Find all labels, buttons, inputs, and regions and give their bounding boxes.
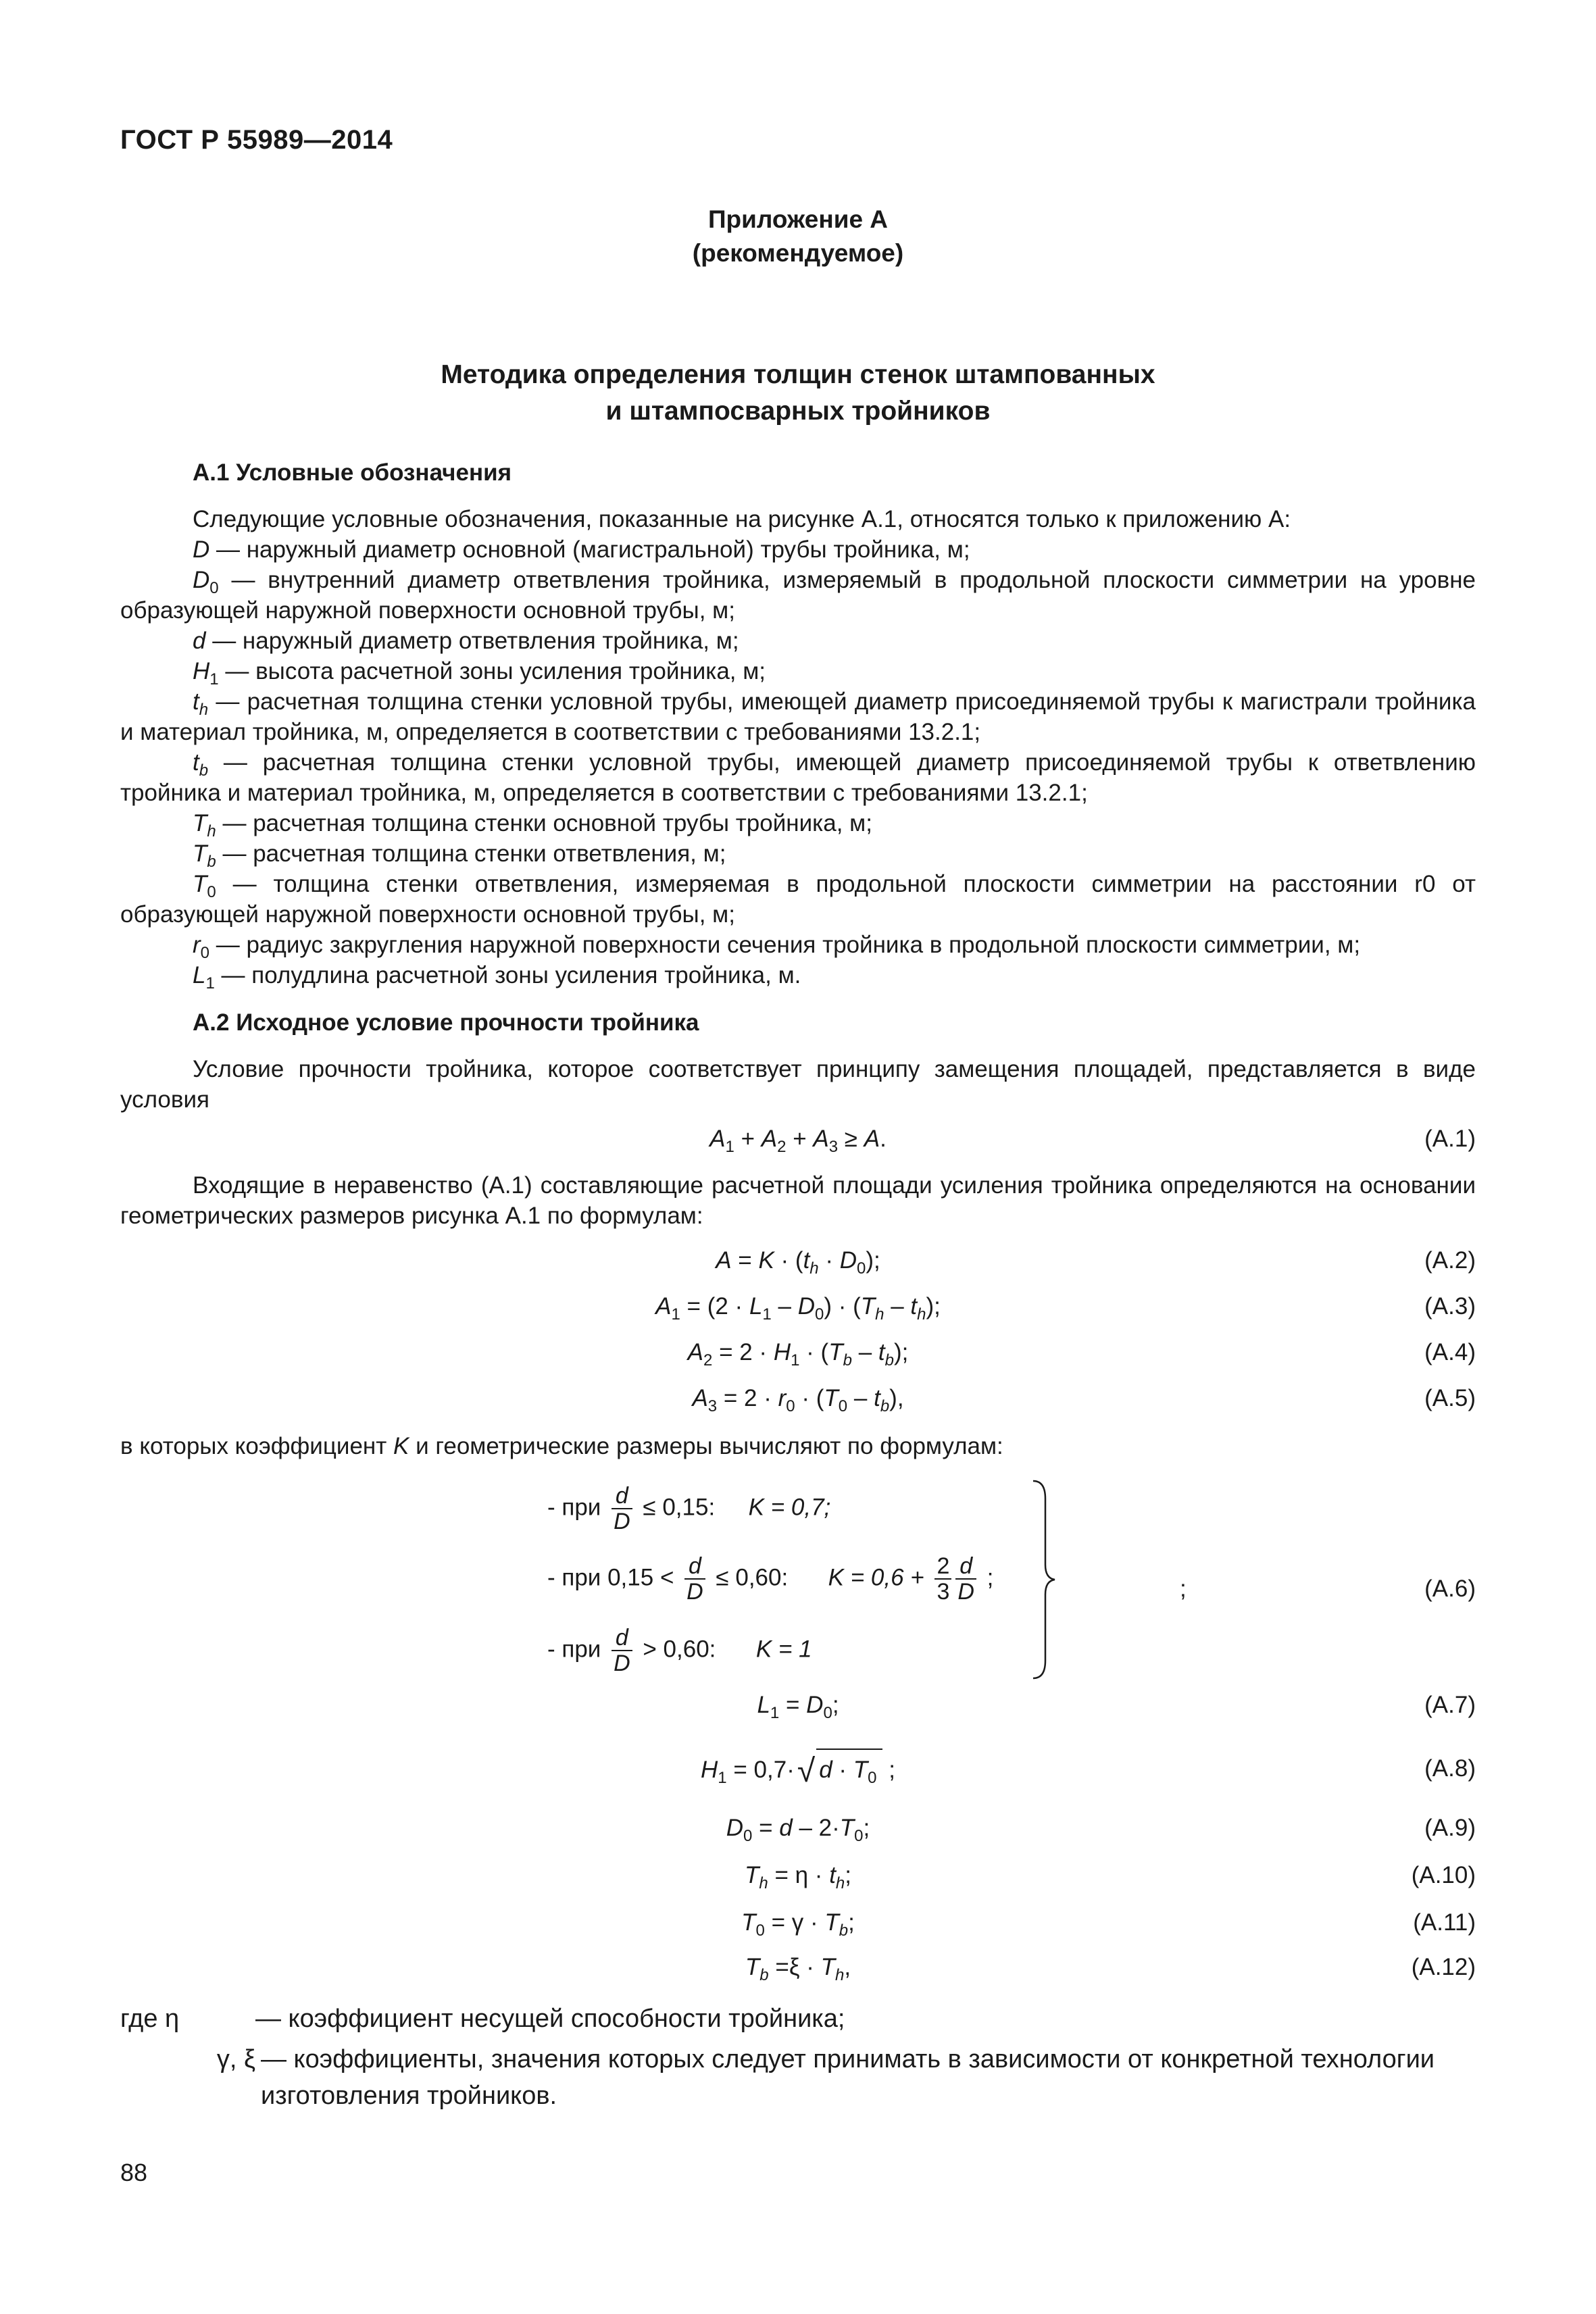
section-heading-a1: А.1 Условные обозначения [193, 459, 512, 486]
equation-number: (А.2) [1424, 1247, 1476, 1274]
definitions-block [120, 504, 1476, 990]
equation-number: (А.11) [1413, 1909, 1476, 1936]
definition-item: $L_1$ — полудлина расчетной зоны усиления тройника, м. [193, 962, 801, 992]
definition-item: $D_0$ — внутренний диаметр ответвления тройника, измеряемый в продольной плоскости симметрии на уровне образующей наружной поверхности основной трубы, м; [120, 567, 1476, 624]
equation-a7: $L_1 = D_0$; (А.7) [120, 1685, 1476, 1726]
equation-a5: $A_3 = 2 \cdot r_0 \cdot (T_0 - t_b)$, (А.5) [120, 1378, 1476, 1419]
where-eta: где η — коэффициент несущей способности тройника; [120, 2005, 845, 2033]
equation-number: (А.10) [1411, 1862, 1476, 1888]
equation-number: (А.9) [1424, 1815, 1476, 1841]
document-code: ГОСТ Р 55989—2014 [120, 125, 393, 155]
annex-title [120, 203, 1476, 270]
equation-number: (А.12) [1411, 1954, 1476, 1980]
strength-condition-paragraph: Условие прочности тройника, которое соответствует принципу замещения площадей, представляется в виде условия [120, 1056, 1476, 1113]
page-number: 88 [120, 2159, 148, 2186]
equation-a12: $T_b =\xi \cdot T_h$, (А.12) [120, 1947, 1476, 1988]
definition-item: d — наружный диаметр ответвления тройника, м; [193, 628, 739, 654]
where-gamma-xi: γ, ξ — коэффициенты, значения которых следует принимать в зависимости от конкретной технологии [216, 2045, 1435, 2073]
equation-a1: $A_1 + A_2 + A_3 \ge A$. (А.1) [120, 1119, 1476, 1159]
equation-number: (А.6) [1424, 1576, 1476, 1602]
definition-item: $T_b$ — расчетная толщина стенки ответвления, м; [193, 840, 726, 871]
system-line-2: - при 0,15 < $\frac{d}{D}$ ≤ 0,60: K = 0,6 + $\frac{2}{3}$ $\frac{d}{D}$ ; [547, 1553, 994, 1605]
equation-a9: $D_0 = d - 2\cdot T_0$; (А.9) [120, 1808, 1476, 1848]
definition-item: $T_h$ — расчетная толщина стенки основной трубы тройника, м; [193, 810, 872, 840]
definition-item: $r_0$ — радиус закругления наружной поверхности сечения тройника в продольной плоскости симметрии, м; [193, 932, 1361, 962]
equation-number: (А.1) [1424, 1126, 1476, 1152]
definition-item: $t_b$ — расчетная толщина стенки условной трубы, имеющей диаметр присоединяемой трубы к ответвлению тройника и материал тройника, м, определяется в соответствии с требованиями 13.2.1; [120, 749, 1476, 806]
definitions-list [120, 534, 1476, 990]
equation-a10: $T_h = \eta \cdot t_h$; (А.10) [120, 1855, 1476, 1896]
definition-item: $H_1$ — высота расчетной зоны усиления тройника, м; [193, 658, 766, 688]
method-title-line1: Методика определения толщин стенок штампованных [441, 360, 1155, 389]
equation-number: (А.5) [1424, 1385, 1476, 1411]
equation-a11: $T_0 = \gamma \cdot T_b$; (А.11) [120, 1903, 1476, 1943]
equation-a4: $A_2 = 2 \cdot H_1 \cdot (T_b - t_b)$; (А.4) [120, 1332, 1476, 1373]
equation-a3: $A_1 = (2 \cdot L_1 - D_0) \cdot (T_h - t_h)$; (А.3) [120, 1286, 1476, 1327]
equation-a8: $H_1 = 0,7\cdot√$ $d \cdot T_0$ ; (А.8) [120, 1749, 1476, 1789]
definition-item: $t_h$ — расчетная толщина стенки условной трубы, имеющей диаметр присоединяемой трубы к магистрали тройника и материал тройника, м, определяется в соответствии с требованиями 13.2.1; [120, 688, 1476, 745]
annex-label: Приложение А [707, 205, 889, 233]
section-heading-a2: А.2 Исходное условие прочности тройника [193, 1009, 699, 1036]
equation-number: (А.4) [1424, 1339, 1476, 1365]
definitions-intro: Следующие условные обозначения, показанные на рисунке А.1, относятся только к приложению А: [193, 506, 1291, 532]
equation-number: (А.7) [1424, 1692, 1476, 1718]
annex-status: (рекомендуемое) [692, 239, 904, 267]
coefficient-paragraph: в которых коэффициент K и геометрические размеры вычисляют по формулам: [120, 1433, 1003, 1459]
definition-item: $T_0$ — толщина стенки ответвления, измеряемая в продольной плоскости симметрии на расстоянии r0 от образующей наружной поверхности основной трубы, м; [120, 871, 1476, 928]
method-title [120, 357, 1476, 430]
method-title-line2: и штампосварных тройников [605, 397, 991, 426]
definition-item: D — наружный диаметр основной (магистральной) трубы тройника, м; [193, 536, 970, 563]
system-line-3: - при $\frac{d}{D}$ > 0,60: K = 1 [547, 1625, 812, 1676]
components-paragraph: Входящие в неравенство (А.1) составляющие расчетной площади усиления тройника определяются на основании геометрических размеров рисунка А.1 по формулам: [120, 1172, 1476, 1229]
equation-number: (А.8) [1424, 1755, 1476, 1782]
equation-a2: $A = K \cdot (t_h \cdot D_0)$; (А.2) [120, 1240, 1476, 1281]
system-line-1: - при $\frac{d}{D}$ ≤ 0,15: K = 0,7; [547, 1483, 831, 1534]
equation-number: (А.3) [1424, 1293, 1476, 1319]
where-gamma-xi-cont: изготовления тройников. [261, 2082, 557, 2110]
equation-a6: ; (А.6) [120, 1569, 1476, 1609]
